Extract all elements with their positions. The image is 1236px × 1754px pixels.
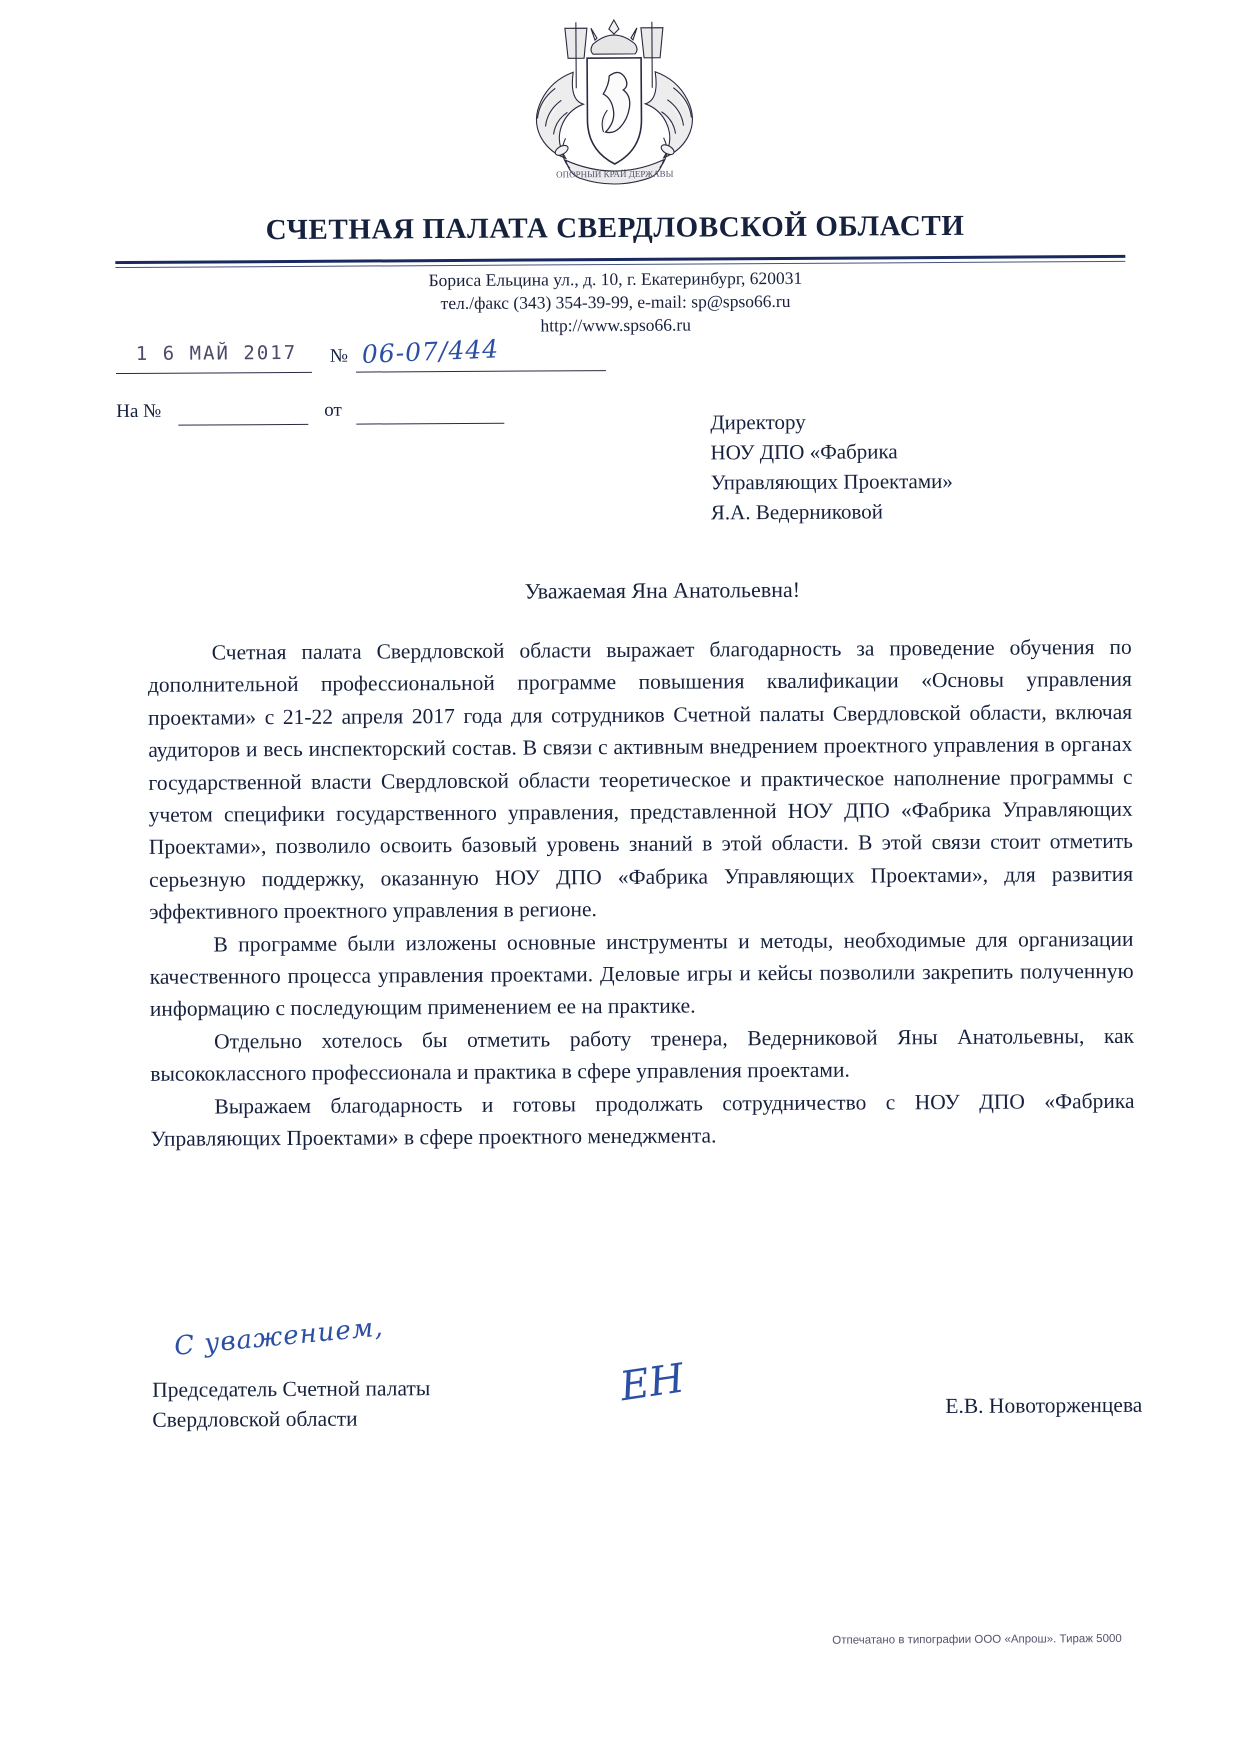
signer-title: [152, 1373, 430, 1435]
reference-row-date-number: [116, 338, 596, 383]
reference-block: [116, 338, 597, 441]
addressee-line: Директору: [710, 405, 1140, 438]
addressee-line: Управляющих Проектами»: [711, 465, 1141, 498]
signer-name: Е.В. Новоторженцева: [945, 1393, 1142, 1419]
signature-mark: ЕН: [617, 1355, 687, 1410]
contact-phone-email: тел./факс (343) 354-39-99, e-mail: sp@spso66.ru: [0, 287, 1234, 318]
signer-title-line-2: Свердловской области: [152, 1403, 430, 1435]
addressee-block: [710, 405, 1141, 528]
signer-title-line-1: Председатель Счетной палаты: [152, 1373, 430, 1405]
addressee-line: НОУ ДПО «Фабрика: [710, 435, 1140, 468]
from-label: от: [324, 400, 342, 422]
reference-row-incoming: [116, 398, 596, 441]
organization-title: СЧЕТНАЯ ПАЛАТА СВЕРДЛОВСКОЙ ОБЛАСТИ: [0, 208, 1233, 249]
addressee-line: Я.А. Ведерниковой: [711, 495, 1141, 528]
emblem-container: [0, 10, 1233, 213]
sverdlovsk-oblast-coat-of-arms-icon: [469, 13, 760, 205]
body-paragraph: Счетная палата Свердловской области выражает благодарность за проведение обучения по дополнительной профессиональной программе повышения квалификации «Основы управления проектами» с 21-22 апреля 2017 года для сотрудников Счетной палаты Свердловской области, включая аудиторов и весь инспекторский состав. В связи с активным внедрением проектного управления в органах государственной власти Свердловской области теоретическое и практическое наполнение программы с учетом специфики государственного управления, представленной НОУ ДПО «Фабрика Управляющих Проектами», позволило освоить базовый уровень знаний в этой области. В этой связи стоит отметить серьезную поддержку, оказанную НОУ ДПО «Фабрика Управляющих Проектами», для развития эффективного проектного управления в регионе.: [148, 631, 1134, 929]
date-stamp: 1 6 МАЙ 2017: [136, 342, 297, 365]
date-line: [116, 372, 312, 374]
contact-address: Бориса Ельцина ул., д. 10, г. Екатеринбург, 620031: [0, 264, 1233, 295]
number-value-handwritten: 06-07/444: [361, 334, 499, 369]
body-paragraph: Выражаем благодарность и готовы продолжать сотрудничество с НОУ ДПО «Фабрика Управляющих Проектами» в сфере проектного менеджмента.: [150, 1085, 1134, 1156]
incoming-label: На №: [116, 401, 161, 423]
letter-body: [148, 631, 1135, 1156]
signature-block: [152, 1351, 1142, 1357]
closing-handwritten: С уважением,: [173, 1312, 385, 1361]
number-line: [356, 370, 606, 373]
body-paragraph: В программе были изложены основные инструменты и методы, необходимые для организации качественного процесса управления проектами. Деловые игры и кейсы позволили закрепить полученную информацию с последующим применением ее на практике.: [149, 923, 1134, 1026]
svg-text:ОПОРНЫЙ КРАЙ ДЕРЖАВЫ: ОПОРНЫЙ КРАЙ ДЕРЖАВЫ: [556, 169, 674, 180]
contact-website: http://www.spso66.ru: [0, 310, 1234, 341]
number-label: №: [330, 346, 348, 368]
salutation: Уважаемая Яна Анатольевна!: [0, 574, 1235, 608]
printing-house-note: Отпечатано в типографии ООО «Апрош». Тираж 5000: [832, 1633, 1122, 1647]
contacts-block: [0, 264, 1234, 341]
incoming-line: [178, 424, 308, 426]
body-paragraph: Отдельно хотелось бы отметить работу тренера, Ведерниковой Яны Анатольевны, как высококлассного профессионала и практика в сфере управления проектами.: [150, 1020, 1134, 1091]
from-line: [356, 423, 504, 425]
